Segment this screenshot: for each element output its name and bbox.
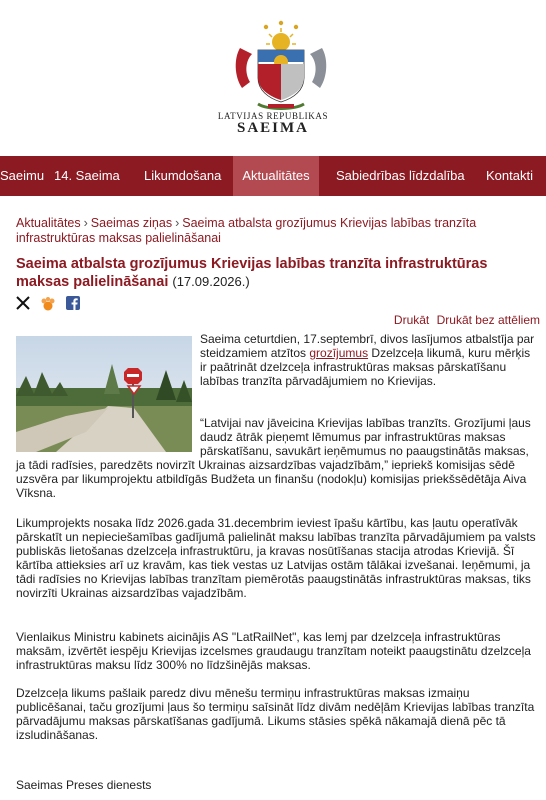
draugiem-icon[interactable] <box>40 296 56 317</box>
article-title-block <box>16 255 536 291</box>
breadcrumb-item-aktualitates[interactable]: Aktualitātes <box>16 216 81 230</box>
print-no-images-link[interactable]: Drukāt bez attēliem <box>436 313 540 327</box>
breadcrumb-separator: › <box>83 216 88 230</box>
nav-item-14-saeima[interactable]: 14. Saeima <box>54 168 120 183</box>
nav-item-kontakti[interactable]: Kontakti <box>486 168 533 183</box>
article-paragraph-1 <box>200 332 536 388</box>
breadcrumb-separator: › <box>175 216 180 230</box>
article-photo[interactable] <box>16 336 192 452</box>
breadcrumb <box>16 216 536 246</box>
x-icon[interactable] <box>16 296 30 315</box>
paragraph-text: ja tādi radīsies, paredzēts novirzīt Ukrainas aizsardzības vajadzībām,” iepriekš komisijas sēdē uzsvēra par likumprojektu atbildīgās Budžeta un finanšu (nodokļu) komisijas priekšsēdētāja Aiva Vīksna. <box>16 458 527 500</box>
coat-of-arms-logo[interactable] <box>228 18 334 112</box>
article-date: (17.09.2026.) <box>172 274 250 289</box>
breadcrumb-item-current: Saeima atbalsta grozījumus Krievijas labības tranzīta infrastruktūras maksas palielināšanai <box>16 216 477 245</box>
nav-item-sabiedribas-lidzdaliba[interactable]: Sabiedrības līdzdalība <box>336 168 465 183</box>
article-signature: Saeimas Preses dienests <box>16 778 152 792</box>
article-title: Saeima atbalsta grozījumus Krievijas labības tranzīta infrastruktūras maksas palielināšanai <box>16 256 488 290</box>
nav-item-likumdosana[interactable]: Likumdošana <box>144 168 222 183</box>
site-header <box>0 0 546 152</box>
paragraph-text: Dzelzceļa likumā, kuru mērķis ir paātrināt dzelzceļa infrastruktūras maksas pārskatīšanu labības tranzīta pārvadājumiem no Krievijas. <box>200 346 531 388</box>
breadcrumb-item-saeimas-zinas[interactable]: Saeimas ziņas <box>90 216 173 230</box>
facebook-icon[interactable] <box>66 296 80 315</box>
article-paragraph-3: Likumprojekts nosaka līdz 2026.gada 31.decembrim ieviest īpašu kārtību, kas ļautu operatīvāk pārskatīt un nepieciešamības gadījumā palielināt maksu labības tranzīta pārvadājumiem pa valsts publiskās lietošanas dzelzceļa infrastruktūru, ja kravas nosūtīšanas stacija atrodas Krievijā. Šī kārtība attieksies arī uz kravām, kas tiek vestas uz Latvijas ostām tālākai izvešanai. Ieņēmumi, ja tādi radīsies no Krievijas labības tranzītam piemērotās paaugstinātās infrastruktūras maksas, tiks novirzīti Ukrainas aizsardzības vajadzībām. <box>16 516 536 600</box>
article-paragraph-4: Vienlaikus Ministru kabinets aicinājis AS "LatRailNet", kas lemj par dzelzceļa infrastruktūras maksām, izvērtēt iespēju Krievijas izcelsmes graudaugu tranzītam noteikt paaugstinātu dzelzceļa infrastruktūras maksu līdz 300% no līdzšinējās maksas. <box>16 630 531 672</box>
grozijumus-link[interactable]: grozījumus <box>309 346 369 360</box>
nav-item-saeimu[interactable]: Saeimu <box>0 168 45 183</box>
article-paragraph-5: Dzelzceļa likums pašlaik paredz divu mēnešu termiņu infrastruktūras maksas izmaiņu publicēšanai, taču grozījumi ļaus šo termiņu saīsināt līdz divām nedēļām Krievijas labības tranzīta pārvadājumu maksas pārskatīšanas gadījumā. Likums stāsies spēkā nākamajā dienā pēc tā izsludināšanas. <box>16 686 535 742</box>
paragraph-text: Saeima ceturtdien, 17.septembrī, divos lasījumos atbalstīja par steidzamiem atzītos <box>200 332 535 360</box>
nav-item-aktualitates[interactable]: Aktualitātes <box>233 156 319 196</box>
logo-subtitle: LATVIJAS REPUBLIKAS <box>217 111 329 121</box>
main-navigation <box>0 156 546 196</box>
logo-title[interactable]: SAEIMA <box>236 120 309 136</box>
paragraph-text: “Latvijai nav jāveicina Krievijas labības tranzīts. Grozījumi ļaus daudz ātrāk pieņemt lēmumus par infrastruktūras maksas pārskatīšanu, savukārt ieņēmumus no paaugstinātās maksas, <box>200 416 531 458</box>
article-paragraph-2-top <box>200 416 536 458</box>
article-paragraph-2-bottom <box>16 458 536 500</box>
print-links <box>390 313 540 327</box>
print-link[interactable]: Drukāt <box>393 313 430 327</box>
